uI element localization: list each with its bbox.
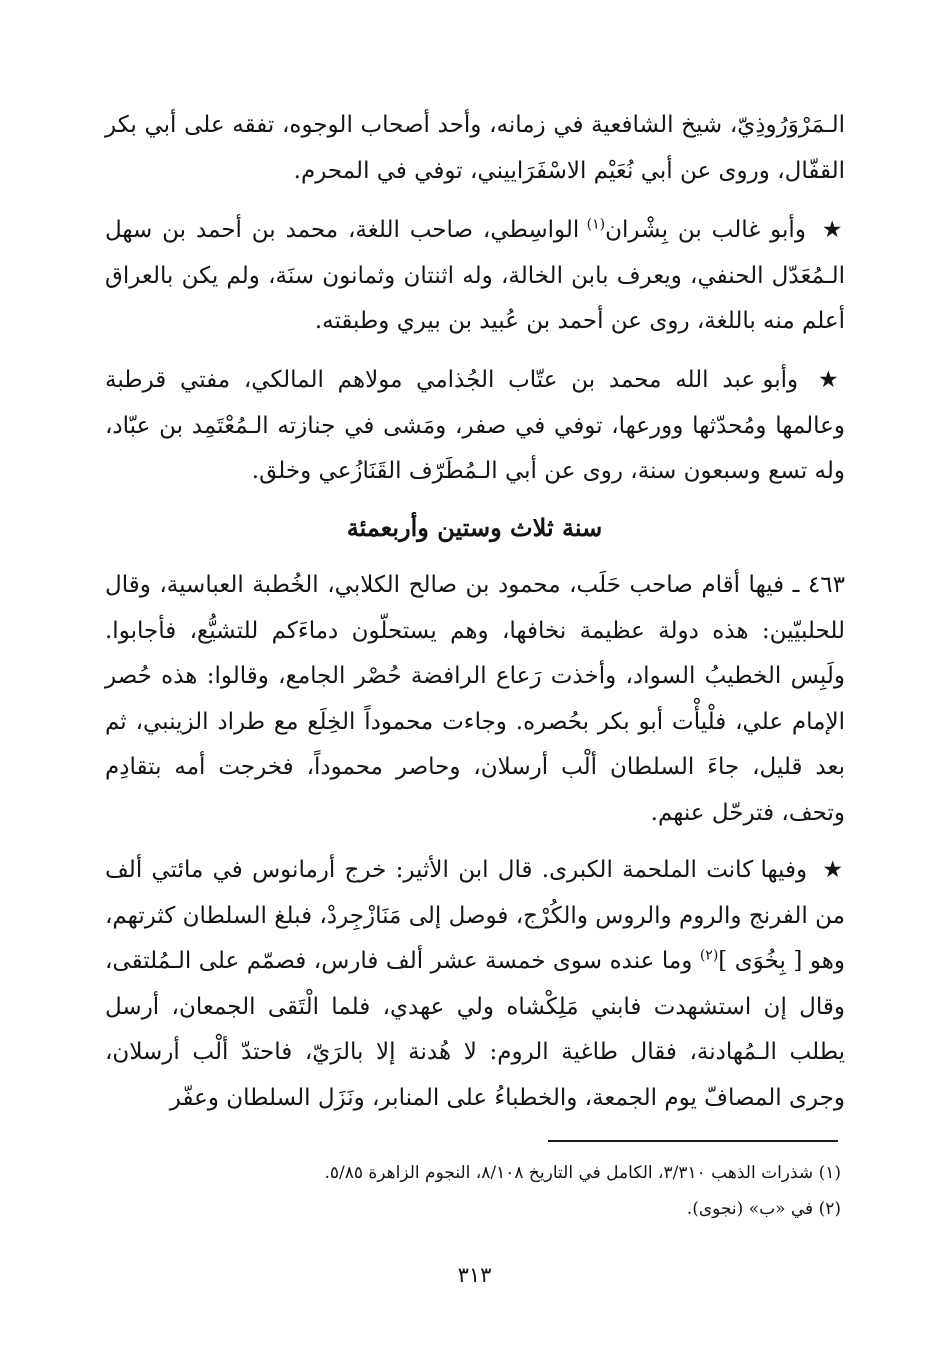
footnotes xyxy=(105,1155,841,1227)
star-icon: ★ xyxy=(817,367,846,393)
paragraph-ibn-attab xyxy=(105,358,845,495)
paragraph-text: وفيها كانت الملحمة الكبرى. قال ابن الأثير: خرج أرمانوس في مائتي ألف من الفرنج والروم والروس والكُرْج، فوصل إلى مَنَازْجِردْ، فبلغ السلطان كثرتهم، وهو [ بِخُوَى ] xyxy=(105,857,845,974)
paragraph-text: وأبو غالب بن بِشْران xyxy=(605,217,806,243)
footnote-ref-2[interactable]: (٢) xyxy=(699,947,719,964)
paragraph-text-continued: وما عنده سوى خمسة عشر ألف فارس، فصمّم على الـمُلتقى، وقال إن استشهدت فابني مَلِكْشاه ولي عهدي، فلما الْتَقى الجمعان، أرسل يطلب الـمُهادنة، فقال طاغية الروم: لا هُدنة إلا بالرَيّ، فاحتدّ ألْب أرسلان، وجرى المصافّ يوم الجمعة، والخطباءُ على المنابر، ونَزَل السلطان وعفّر xyxy=(105,948,845,1111)
footnote-ref-1[interactable]: (١) xyxy=(586,216,606,233)
paragraph-text: وأبو عبد الله محمد بن عتّاب الجُذامي مولاهم المالكي، مفتي قرطبة وعالمها ومُحدّثها وورعها، توفي في صفر، ومَشى في جنازته الـمُعْتَمِد بن عبّاد، وله تسع وسبعون سنة، روى عن أبي الـمُطَرّف القَنَازُعي وخلق. xyxy=(105,367,845,484)
paragraph-text-continued: الواسِطي، صاحب اللغة، محمد بن أحمد بن سهل الـمُعَدّل الحنفي، ويعرف بابن الخالة، وله اثنتان وثمانون سنَة، ولم يكن بالعراق أعلم منه باللغة، روى عن أحمد بن عُبيد بن بيري وطبقته. xyxy=(105,217,845,334)
paragraph-marwarudhi xyxy=(105,103,845,194)
star-icon: ★ xyxy=(821,217,845,243)
paragraph-abu-ghalib xyxy=(105,208,845,345)
paragraph-text: ٤٦٣ ـ فيها أقام صاحب حَلَب، محمود بن صالح الكلابي، الخُطبة العباسية، وقال للحلبيّين: هذه دولة عظيمة نخافها، وهم يستحلّون دماءَكم للتشيُّع، فأجابوا. ولَبِس الخطيبُ السواد، وأخذت رَعاع الرافضة حُصْر الجامع، وقالوا: هذه حُصر الإمام علي، فلْيأْت أبو بكر بحُصره. وجاءت محموداً الخِلَع مع طراد الزينبي، ثم بعد قليل، جاءَ السلطان ألْب أرسلان، وحاصر محموداً، فخرجت أمه بتقادِم وتحف، فترحّل عنهم. xyxy=(105,572,845,826)
paragraph-year-463 xyxy=(105,563,845,836)
footnote-2: (٢) في «ب» (نجوى). xyxy=(686,1199,841,1219)
footnote-1: (١) شذرات الذهب ٣/٣١٠، الكامل في التاريخ ٨/١٠٨، النجوم الزاهرة ٥/٨٥. xyxy=(324,1163,841,1183)
paragraph-manzikert xyxy=(105,848,845,1121)
year-heading: سنة ثلاث وستين وأربعمئة xyxy=(346,513,603,542)
page-number: ٣١٣ xyxy=(457,1263,492,1287)
footnote-divider xyxy=(548,1140,838,1142)
star-icon: ★ xyxy=(822,857,846,883)
paragraph-text: الـمَرْوَرُوذِيّ، شيخ الشافعية في زمانه، وأحد أصحاب الوجوه، تفقه على أبي بكر القفّال، وروى عن أبي نُعَيْم الاسْفَرَاييني، توفي في المحرم. xyxy=(105,112,845,184)
